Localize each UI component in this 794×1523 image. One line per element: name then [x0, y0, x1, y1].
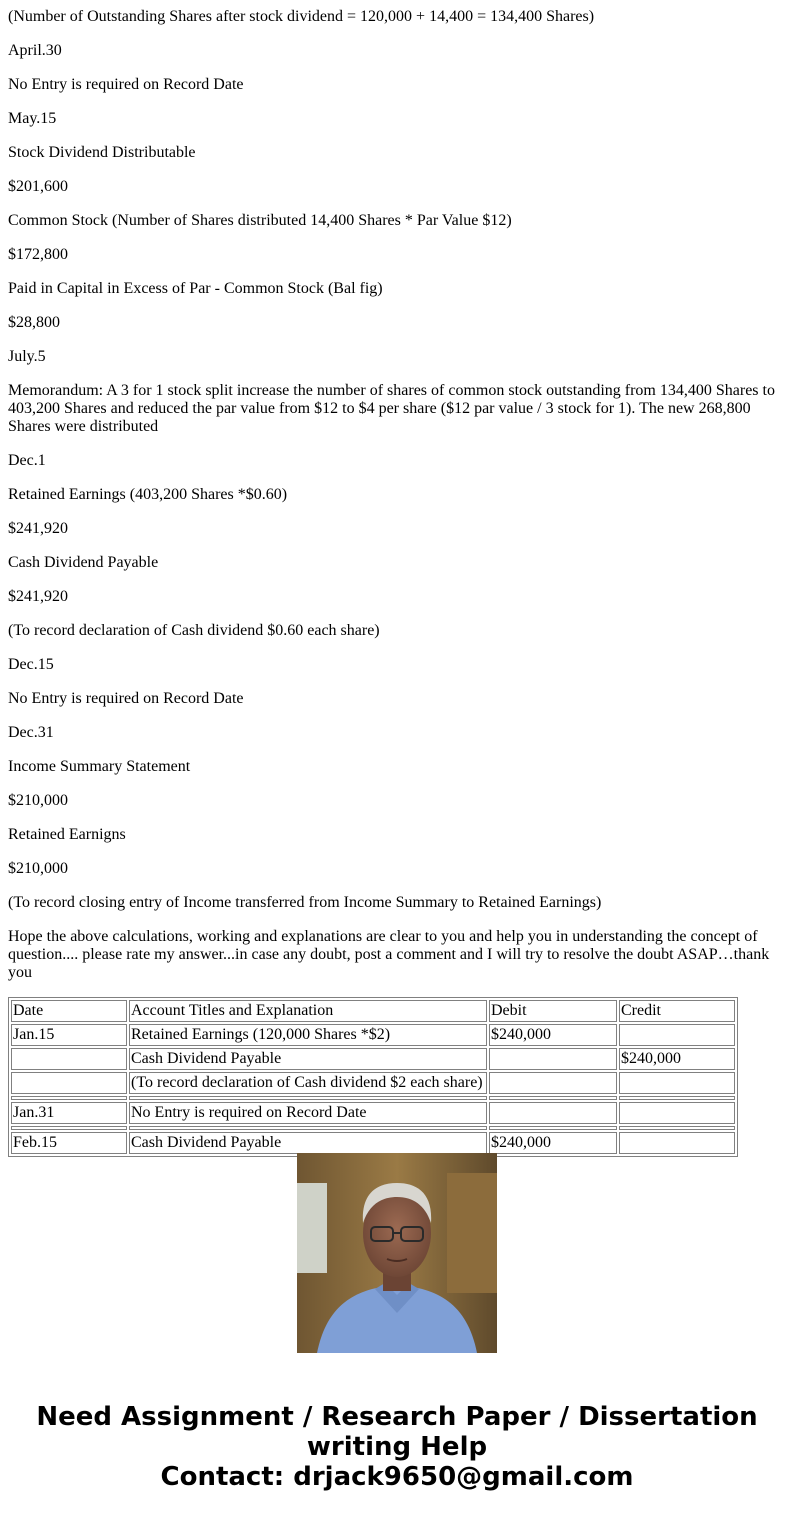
cell-empty: [619, 1126, 735, 1130]
cell-empty: [489, 1126, 617, 1130]
paragraph: Dec.31: [8, 724, 54, 741]
cell-date: [11, 1072, 127, 1094]
cell-empty: [11, 1126, 127, 1130]
cell-account: Cash Dividend Payable: [129, 1048, 487, 1070]
paragraph: $201,600: [8, 178, 68, 195]
photo-door-carving: [447, 1173, 497, 1293]
table-separator-row: [11, 1096, 735, 1100]
cell-debit: $240,000: [489, 1132, 617, 1154]
paragraph: No Entry is required on Record Date: [8, 76, 244, 93]
paragraph: Retained Earnigns: [8, 826, 126, 843]
paragraph: Paid in Capital in Excess of Par - Common Stock (Bal fig): [8, 280, 383, 297]
paragraph: Cash Dividend Payable: [8, 554, 159, 571]
promo-line: writing Help: [306, 1432, 488, 1462]
paragraph: Dec.15: [8, 656, 54, 673]
cell-debit: [489, 1102, 617, 1124]
cell-empty: [11, 1096, 127, 1100]
contact-email: Contact: drjack9650@gmail.com: [160, 1462, 634, 1492]
cell-date: [11, 1048, 127, 1070]
cell-debit: [489, 1072, 617, 1094]
paragraph: No Entry is required on Record Date: [8, 690, 244, 707]
table-row: [11, 1072, 735, 1094]
cell-empty: [489, 1096, 617, 1100]
paragraph: $210,000: [8, 860, 68, 877]
paragraph: $28,800: [8, 314, 60, 331]
profile-photo-icon: [297, 1153, 497, 1353]
cell-credit: [619, 1132, 735, 1154]
paragraph: Retained Earnings (403,200 Shares *$0.60): [8, 486, 288, 503]
cell-date: Feb.15: [11, 1132, 127, 1154]
cell-empty: [129, 1126, 487, 1130]
cell-account: No Entry is required on Record Date: [129, 1102, 487, 1124]
table-row: [11, 1102, 735, 1124]
paragraph: (To record closing entry of Income transferred from Income Summary to Retained Earnings): [8, 894, 602, 911]
cell-empty: [129, 1096, 487, 1100]
paragraph: $241,920: [8, 588, 68, 605]
paragraph: Dec.1: [8, 452, 46, 469]
paragraph: May.15: [8, 110, 57, 127]
photo-wall-panel: [297, 1183, 327, 1273]
table-separator-row: [11, 1126, 735, 1130]
closing-note: Hope the above calculations, working and explanations are clear to you and help you in understanding the concept of question.... please rate my answer...in case any doubt, post a comment and I will try to resolve the doubt ASAP…thank you: [8, 928, 770, 981]
paragraph: (To record declaration of Cash dividend $0.60 each share): [8, 622, 380, 639]
promo-footer: [0, 1402, 794, 1492]
header-account-titles: Account Titles and Explanation: [129, 1000, 487, 1022]
paragraph: $241,920: [8, 520, 68, 537]
cell-credit: [619, 1072, 735, 1094]
cell-debit: $240,000: [489, 1024, 617, 1046]
paragraph: April.30: [8, 42, 62, 59]
paragraph: (Number of Outstanding Shares after stock dividend = 120,000 + 14,400 = 134,400 Shares): [8, 8, 595, 25]
paragraph: Stock Dividend Distributable: [8, 144, 196, 161]
paragraph: Common Stock (Number of Shares distributed 14,400 Shares * Par Value $12): [8, 212, 512, 229]
header-debit: Debit: [489, 1000, 617, 1022]
paragraph: Income Summary Statement: [8, 758, 191, 775]
cell-debit: [489, 1048, 617, 1070]
answer-body: [8, 0, 786, 998]
cell-account: Cash Dividend Payable: [129, 1132, 487, 1154]
cell-account: Retained Earnings (120,000 Shares *$2): [129, 1024, 487, 1046]
promo-line: Need Assignment / Research Paper / Dissertation: [36, 1402, 758, 1432]
table-header-row: [11, 1000, 735, 1022]
header-date: Date: [11, 1000, 127, 1022]
cell-empty: [619, 1096, 735, 1100]
cell-date: Jan.31: [11, 1102, 127, 1124]
table-row: [11, 1132, 735, 1154]
header-credit: Credit: [619, 1000, 735, 1022]
paragraph: $172,800: [8, 246, 68, 263]
journal-table-container: [8, 997, 748, 1151]
paragraph: $210,000: [8, 792, 68, 809]
cell-account: (To record declaration of Cash dividend $2 each share): [129, 1072, 487, 1094]
cell-credit: [619, 1024, 735, 1046]
author-avatar: [297, 1153, 497, 1353]
cell-credit: [619, 1102, 735, 1124]
table-row: [11, 1024, 735, 1046]
journal-entries-table: [8, 997, 738, 1157]
cell-date: Jan.15: [11, 1024, 127, 1046]
paragraph: July.5: [8, 348, 46, 365]
paragraph: Memorandum: A 3 for 1 stock split increase the number of shares of common stock outstanding from 134,400 Shares to 403,200 Shares and reduced the par value from $12 to $4 per share ($12 par value / 3 stock for 1). The new 268,800 Shares were distributed: [8, 382, 775, 435]
cell-credit: $240,000: [619, 1048, 735, 1070]
table-row: [11, 1048, 735, 1070]
